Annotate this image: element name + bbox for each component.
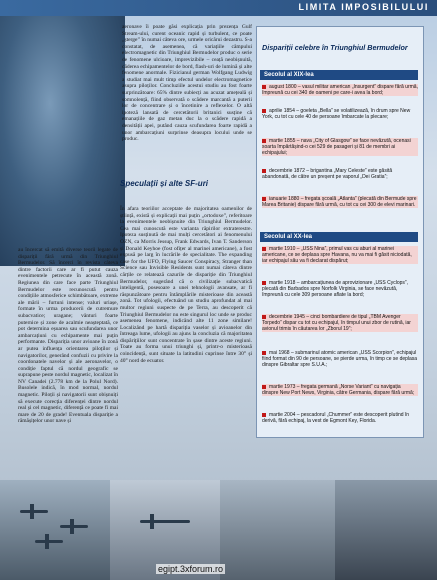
bullet-icon [262,351,266,355]
list-item: ianuarie 1880 – fregata școală „Atlanta” (plecată din Bermude spre Marea Britanie) dispare fără urmă, cu tot cu cei 300 de elevi marinari. [262,196,417,208]
watermark-credit: egipt.3xforum.ro [158,564,224,574]
list-item: martie 1918 – ambarcațiunea de aprovizionare „USS Cyclops”, plecată din Barbados spre Norfolk Virginia, se face nevăzută, împreună cu cele 309 persoane aflate la bord; [262,280,408,298]
list-item: decembrie 1945 – cinci bombardiere de tipul „TBM Avenger Torpedo” dispar cu tot cu echipajul, în timpul unui zbor de rutină, iar avionul trimis în căutarea lor „Zborul 19”; [262,314,418,332]
header-bar [0,0,437,16]
bullet-icon [262,85,266,89]
section-title: LIMITA IMPOSIBILULUI [298,2,429,12]
bullet-icon [262,169,266,173]
article-left-column [18,247,118,425]
bullet-icon [262,385,266,389]
ocean-photo [0,16,125,266]
photo-ship [220,480,335,580]
section-label-20th: Secolul al XX-lea [260,232,418,242]
list-item: aprilie 1854 – goeleta „Bella” se volatilizează, în drum spre New York, cu tot cu cele 40 de persoane îmbarcate la plecare; [262,108,411,120]
bullet-icon [262,109,266,113]
list-item: martie 1855 – nava „City of Glasgow” se face nevăzută, ocenasi soarta împărtășind-o cei 529 de pasageri și 81 de membri ai echipajului; [262,138,418,156]
list-item: martie 2004 – pescadorul „Chummer” este descoperit plutind în derivă, fără echipaj, la vest de Egmont Key, Florida. [262,412,410,424]
article-paragraph: au încercat să emită diverse teorii legate de dispariții fără urmă din Triunghiul Bermudelor. Să încerci în revista câteva dintre factorii care ar fi putut cauza evenimentele petrecute în această zonă. Regiunea din care face parte Triunghiul Bermudelor este recunoscută pentru condițiile atmosferice schimbătoare, extreme ale mării – furtuni intense; valuri uriașe, formate în urma producerii de cutremure subacvatice; uragane; vânturi foarte puternice și zone de acalmie neașteptată, ce pot determina eșuarea sau scufundarea unor ambarcațiuni cu echipamente mai puțin performante. Dispariția unor avioane în zonă ar putea influența orientarea piloților și navigatorilor, generând confuzii cu privire la coordonatele navelor și ale aeronavelor, o condiție faptul că nordul geografic se suprapune peste nordul magnetic, localizat în NV Canadei (2.778 km de la Polul Nord). Busolele indică, în mod normal, nordul magnetic. Piloții și navigatorii sunt obișnuiți să execute corecția diferenței dintre nordul real și cel magnetic, diferență ce poate fi mai mare de 20 de grade! Eventuala dispariție a rămășițelor unor nave și [18,247,118,425]
plane-icon [20,510,48,513]
list-item: martie 1910 – „USS Nina”, primul vas cu aburi al marinei americane, ce se deplasa spre Havana, nu va mai fi găsit niciodată, iar echipajul său va fi declarat dispărut; [262,246,418,264]
section-label-19th: Secolul al XIX-lea [260,70,418,80]
plane-icon [140,520,190,523]
bullet-icon [262,247,266,251]
bullet-icon [262,139,266,143]
bullet-icon [262,197,266,201]
sidebar-title: Dispariții celebre în Triunghiul Bermudelor [262,43,408,52]
list-item: mai 1968 – submarinul atomic american „USS Scorpion”, echipajul fiind format din 90 de persoane, se pierde urma, în timp ce se deplasa dinspre Gibraltar spre S.U.A.; [262,350,418,368]
photo-aircraft-formation [0,480,110,580]
list-item: martie 1973 – fregata germană „Norse Variant” cu navigația dinspre New Port News, Virginia, către Germania, dispare fără urmă; [262,384,418,396]
article-paragraph: aeronave îi poate găsi explicația prin prezența Gulf Stream-ului, curent oceanic rapid și turbulent, ce poate „șterge” în numai câteva ore, urmele oricărui dezastru. S-a constatat, de asemenea, că variațiile câmpului electromagnetic din Triunghiul Bermudelor produc o serie de fenomene ulcioare, imprevizibile – ceață neobișnuită, căderea echipamentelor de bord, flash-uri de lumină și alte fenomene anormale. Fizicianul german Wolfgang Ludwig a studiat mai mult timp efectul undelor electromagnetice asupra piloților. Concluziile acestui studiu au fost foarte surprinzătoare: 65% dintre subiecți au acuzat amețeală și somnolență, fiind observată o scădere marcantă a puterii lor de concentrare și o încetinire a reflexelor. O altă ipoteză lansată de cercetătorii britanici susține că emanațiile de gaz metan duc la o scădere rapidă a densității apei, putând cauza scufundarea foarte rapidă a unor ambarcațiuni surprinse deasupra locului unde se produc. [122,24,252,143]
bullet-icon [262,413,266,417]
plane-icon [35,540,63,543]
article-top-column [122,24,252,143]
article-mid-column [120,206,252,364]
bullet-icon [262,281,266,285]
section-heading: Speculații și alte SF-uri [120,179,209,188]
bullet-icon [262,315,266,319]
plane-icon [60,525,88,528]
list-item: august 1800 – vasul militar american „Insurgent” dispare fără urmă, împreună cu cei 340 de oameni pe care-i avea la bord; [262,84,418,96]
list-item: decembrie 1872 – brigantina „Mary Celeste” este găsită abandonată, de către un preșent pe vaporul „Dei Gratia”; [262,168,393,180]
photo-submarine [335,480,437,580]
article-paragraph: În afara teoriilor acceptate de majoritatea oamenilor de știință, există și explicații mai puțin „ortodoxe”, referitoare la evenimentele neobișnuite din Triunghiul Bermudelor. Cea mai cunoscută este varianta răpirilor extraterestre. Ipoteza susținută de mai mulți cercetători ai fenomenului OZN, ca Morris Jessup, Frank Edwards, Ivan T. Sanderson și Donald Keyhoe (fost ofițer al marinei americane), a fost expusă pe larg în lucrările de specialitate. The expanding case for the UFO, Flying Saucer Conspiracy, Stranger than Science sau Invisible Residents sunt numai câteva dintre cărțile ce relatează cazurile de dispariție din Triunghiul Bermudelor, sugerând că o civilizație subacvatică inteligentă, posesoare a unei tehnologii avansate, ar fi răspunzătoare pentru întâmplările misterioase din această zonă. Tot ufologii, efectuând un studiu aprofundat al mai multor regiuni suspecte de pe Terra, au descoperit că Triunghiul Bermudelor nu este singurul loc unde se produc asemenea fenomene, indicând alte 11 zone similare! Localizând pe hartă dispariția vaselor și avioanelor din întreaga lume, ufologii au ajuns la concluzia că majoritatea dispărițiilor sunt concentrate în șase dintre aceste regiuni. Toate au forma unui triunghi și, printr-o misterioasă coincidență, sunt situate la latitudini cuprinse între 30° și 40° nord de ecuator. [120,206,252,364]
